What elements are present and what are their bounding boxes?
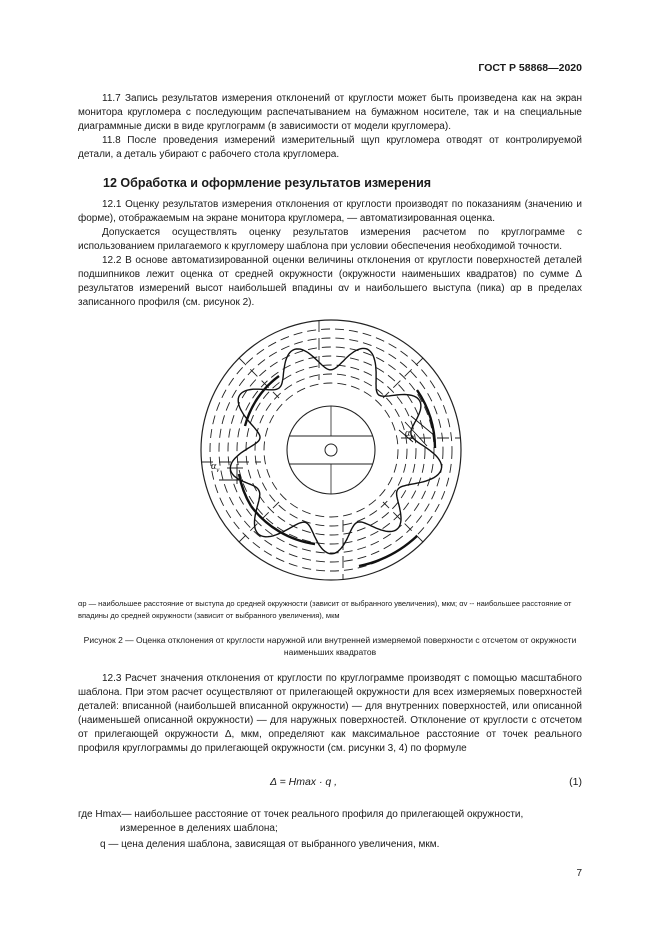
paragraph-11-8: 11.8 После проведения измерений измерительный щуп кругломера отводят от контролируемой детали, а деталь убирают с рабочего стола кругломера.	[78, 135, 582, 160]
alpha-p-label: $\alpha_p$	[405, 428, 414, 441]
where-line-1: где Hmax— наибольшее расстояние от точек реального профиля до прилегающей окружности,	[78, 809, 524, 820]
standard-code: ГОСТ Р 58868—2020	[478, 62, 582, 74]
page-number: 7	[576, 868, 582, 879]
roundness-chart-figure	[199, 318, 463, 582]
figure-caption: Рисунок 2 — Оценка отклонения от круглости наружной или внутренней измеряемой поверхности с отсчетом от окружности наименьших квадратов	[83, 635, 577, 657]
paragraph-11-7: 11.7 Запись результатов измерения отклонений от круглости может быть произведена как на экран монитора кругломера с последующим распечатыванием на бумажном носителе, так и на специальные диаграммные диски в виде круглограмм (в зависимости от модели кругломера).	[78, 93, 582, 132]
paragraph-12-1-cont: Допускается осуществлять оценку результатов измерения расчетом по круглограмме с использованием прилагаемого к кругломеру шаблона при условии обеспечения необходимой точности.	[78, 227, 582, 252]
paragraph-12-3: 12.3 Расчет значения отклонения от круглости по круглограмме производят с помощью масштабного шаблона. При этом расчет осуществляют от прилегающей окружности для всех измеряемых поверхностей деталей: вписанной (наибольшей вписанной окружности) — для внутренних поверхностей, или описанной (наименьшей описанной окружности) — для наружных поверхностей. Отклонение от круглости с отсчетом от прилегающей окружности Δ, мкм, определяют как максимальное расстояние от точек реального профиля круглограммы до прилегающей окружности (см. рисунки 3, 4) по формуле	[78, 673, 582, 754]
formula-number: (1)	[569, 776, 582, 788]
section-title: 12 Обработка и оформление результатов измерения	[103, 176, 432, 190]
alpha-v-label: $\alpha_v$	[211, 461, 220, 474]
mean-circle-arcs	[239, 376, 435, 566]
figure-legend: αp — наибольшее расстояние от выступа до средней окружности (зависит от выбранного увеличения), мкм; αv -- наибольшее расстояние от впадины до средней окружности (зависит от выбранного увеличения), мкм	[78, 599, 572, 620]
paragraph-12-2: 12.2 В основе автоматизированной оценки величины отклонения от круглости поверхностей деталей подшипников лежит оценка от средней окружности (окружности наименьших квадратов) по сумме Δ результатов измерений высот наибольшей впадины αv и наибольшего выступа (пика) αp в пределах записанного профиля (см. рисунок 2).	[78, 255, 582, 308]
roundness-profile-curve	[230, 348, 441, 553]
chart-disk	[201, 320, 461, 580]
where-line-3: q — цена деления шаблона, зависящая от выбранного увеличения, мкм.	[100, 839, 440, 850]
paragraph-12-1: 12.1 Оценку результатов измерения отклонения от круглости производят по показаниям (значению и форме), отображаемым на экране монитора кругломера, — автоматизированная оценка.	[78, 199, 582, 224]
where-line-2: измеренное в делениях шаблона;	[120, 823, 278, 834]
formula-delta: Δ = Hmax · q ,	[270, 776, 338, 788]
